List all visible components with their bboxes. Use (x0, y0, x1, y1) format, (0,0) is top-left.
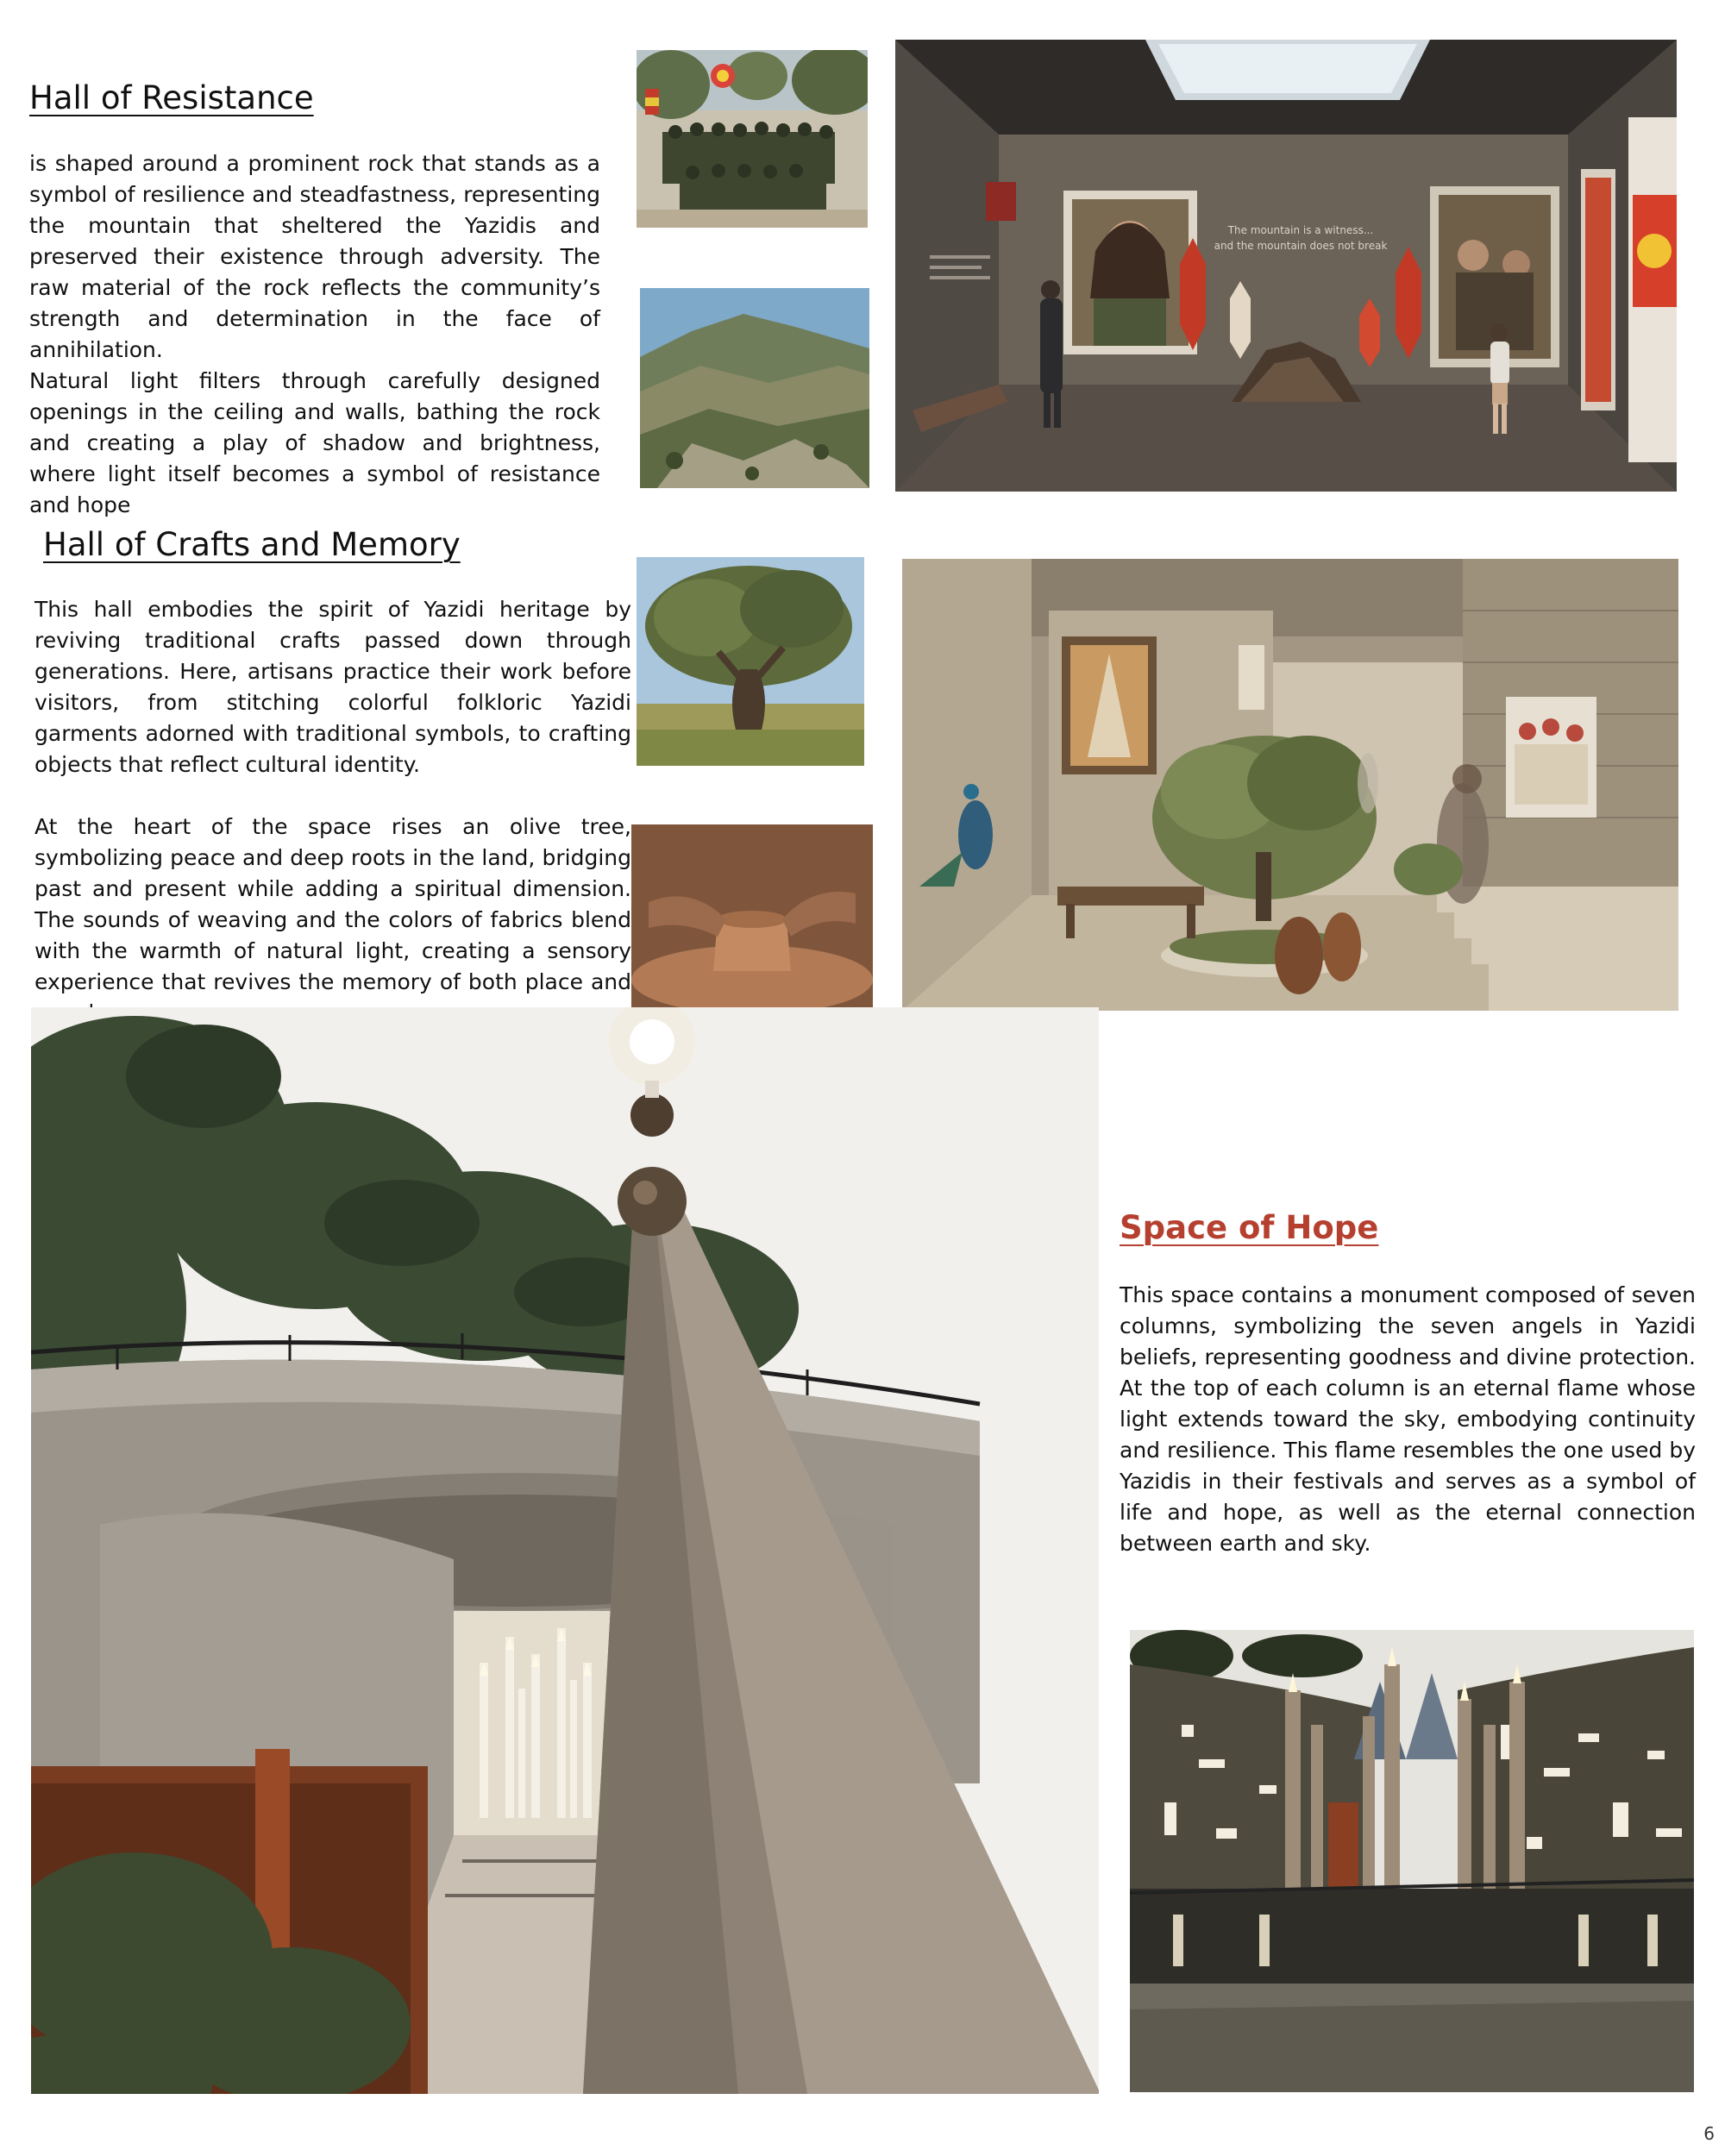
space-of-hope-main-render (31, 1007, 1099, 2094)
space-of-hope-title: Space of Hope (1120, 1209, 1379, 1246)
resistance-paragraph-2: Natural light filters through carefully designed openings in the ceiling and walls, bathing the rock and creating a play of shadow and brightness, where light itself becomes a symbol of resistance and hope (29, 368, 600, 517)
render-quote-line-1: The mountain is a witness... (1227, 224, 1374, 236)
hall-of-crafts-title: Hall of Crafts and Memory (43, 526, 461, 563)
hall-of-resistance-title: Hall of Resistance (29, 79, 314, 116)
pottery-wheel-photo (631, 824, 873, 1011)
space-of-hope-night-render (1130, 1630, 1694, 2092)
crafts-paragraph-1: This hall embodies the spirit of Yazidi heritage by reviving traditional crafts passed down through generations. Here, artisans practice their work before visitors, from stitching colorful folkloric Yazidi garments adorned with traditional symbols, to crafting objects that reflect cultural identity. (34, 597, 631, 777)
resistance-paragraph-1: is shaped around a prominent rock that stands as a symbol of resilience and steadfastness, representing the mountain that sheltered the Yazidis and preserved their existence through adversity. The raw material of the rock reflects the community’s strength and determination in the face of annihilation. (29, 151, 600, 362)
page-number: 6 (1703, 2123, 1715, 2144)
sinjar-mountain-photo (640, 288, 869, 488)
render-quote-line-2: and the mountain does not break (1214, 240, 1388, 252)
hope-paragraph: This space contains a monument composed of seven columns, symbolizing the seven angels in Yazidi beliefs, representing goodness and divine protection. At the top of each column is an eternal flame whose light extends toward the sky, embodying continuity and resilience. This flame resembles the one used by Yazidis in their festivals and serves as a symbol of life and hope, as well as the eternal connection between earth and sky. (1120, 1282, 1696, 1556)
fighters-group-photo (637, 50, 868, 228)
hall-of-resistance-render (895, 40, 1677, 492)
hall-of-crafts-render (902, 559, 1678, 1011)
crafts-paragraph-2: At the heart of the space rises an olive tree, symbolizing peace and deep roots in the land, bridging past and present while adding a spiritual dimension. The sounds of weaving and the colors of fabrics blend with the warmth of natural light, creating a sensory experience that revives the memory of both place and (34, 814, 631, 994)
olive-tree-photo (637, 557, 864, 766)
